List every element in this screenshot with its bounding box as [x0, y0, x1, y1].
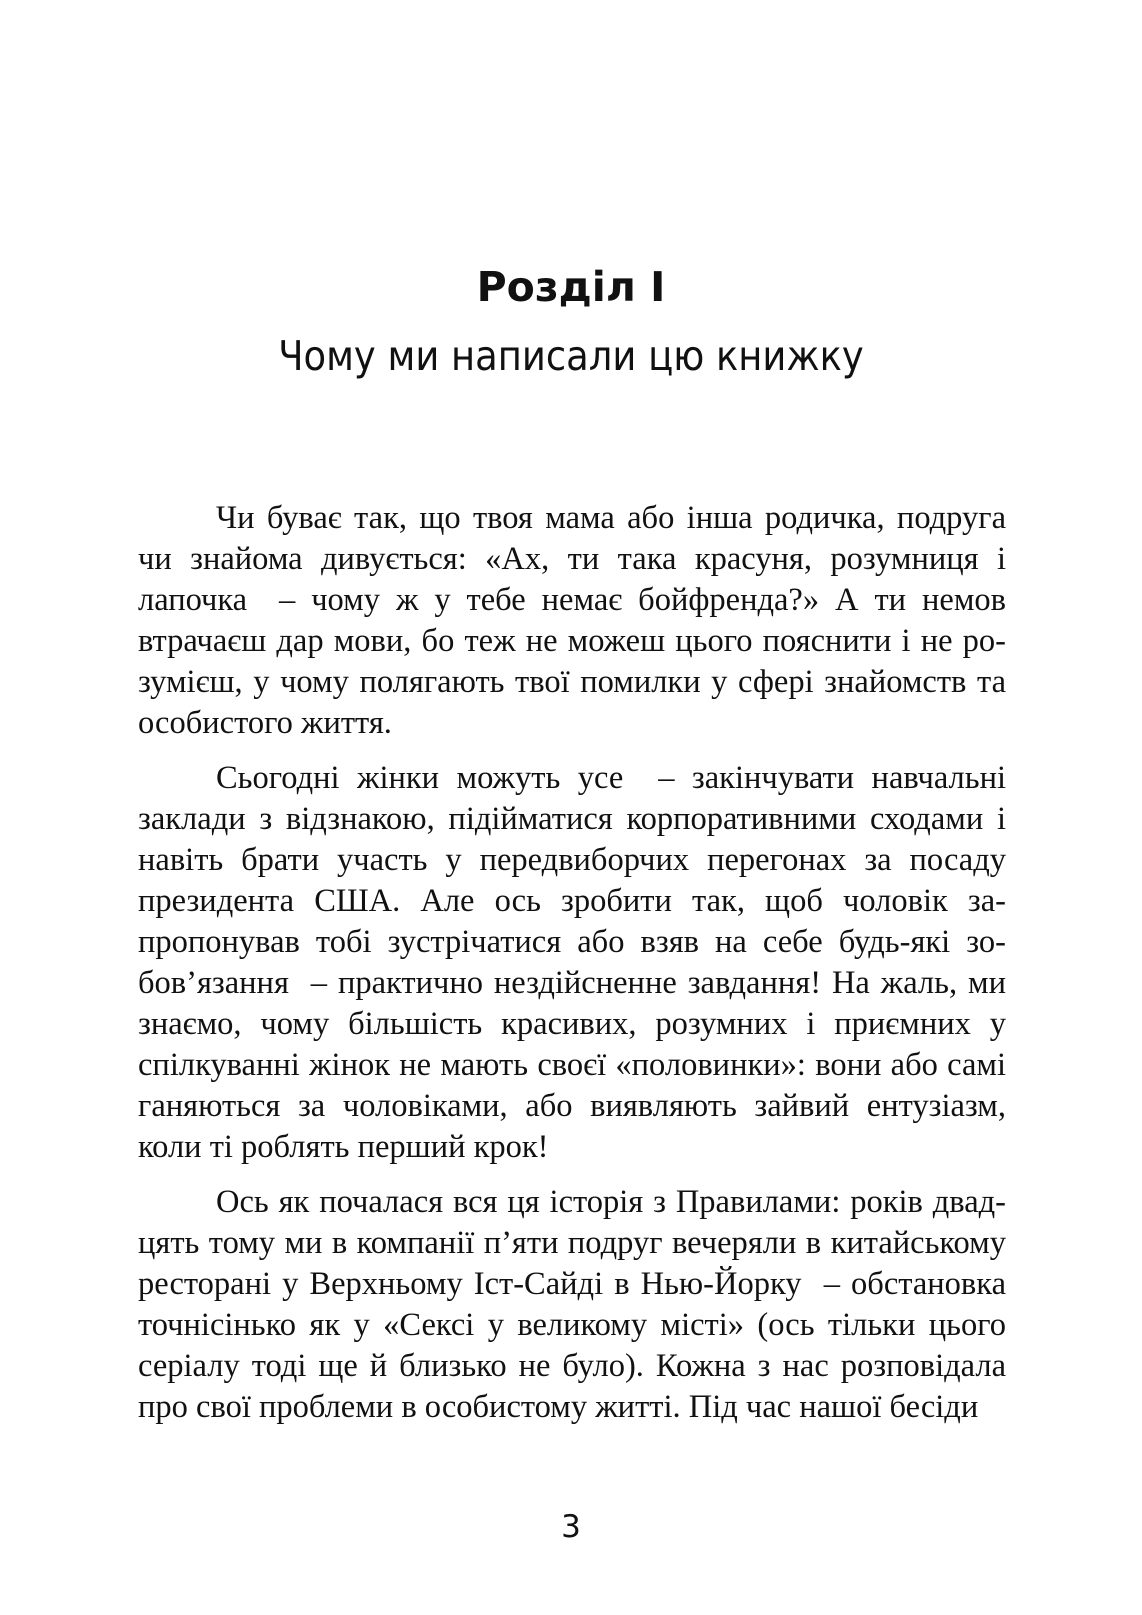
- paragraph-2: Сьогодні жінки можуть усе – закінчувати навчальні заклади з відзнакою, підійматися корпоративними сходами і навіть брати участь у передвиборчих перегонах за посаду президента США. Але ось зробити так, щоб чоловік запропонував тобі зустрічатися або взяв на себе будь-які зобов’язання – практично нездійсненне завдання! На жаль, ми знаємо, чому більшість красивих, розумних і приємних у спілкуванні жінок не мають своєї «половинки»: вони або самі ганяються за чоловіками, або виявляють зайвий ентузіазм, коли ті роблять перший крок!: [138, 760, 1006, 1165]
- chapter-title: Чому ми написали цю книжку: [278, 332, 864, 380]
- paragraph-1: Чи буває так, що твоя мама або інша родичка, подруга чи знайома дивується: «Ах, ти така красуня, розумниця і лапочка – чому ж у тебе немає бойфренда?» А ти немов втрачаєш дар мови, бо теж не можеш цього пояснити і не розумієш, у чому полягають твої помилки у сфері знайомств та особистого життя.: [138, 500, 1006, 741]
- body-text: [138, 498, 1006, 1442]
- page-number: 3: [561, 1509, 581, 1545]
- paragraph-3: Ось як почалася вся ця історія з Правилами: років двадцять тому ми в компанії п’яти подруг вечеряли в китайському ресторані у Верхньому Іст-Сайді в Нью-Йорку – обстановка точнісінько як у «Сексі у великому місті» (ось тільки цього серіалу тоді ще й близько не було). Кожна з нас розповідала про свої проблеми в особистому житті. Під час нашої бесіди: [138, 1184, 1006, 1425]
- chapter-number: Розділ I: [476, 263, 666, 311]
